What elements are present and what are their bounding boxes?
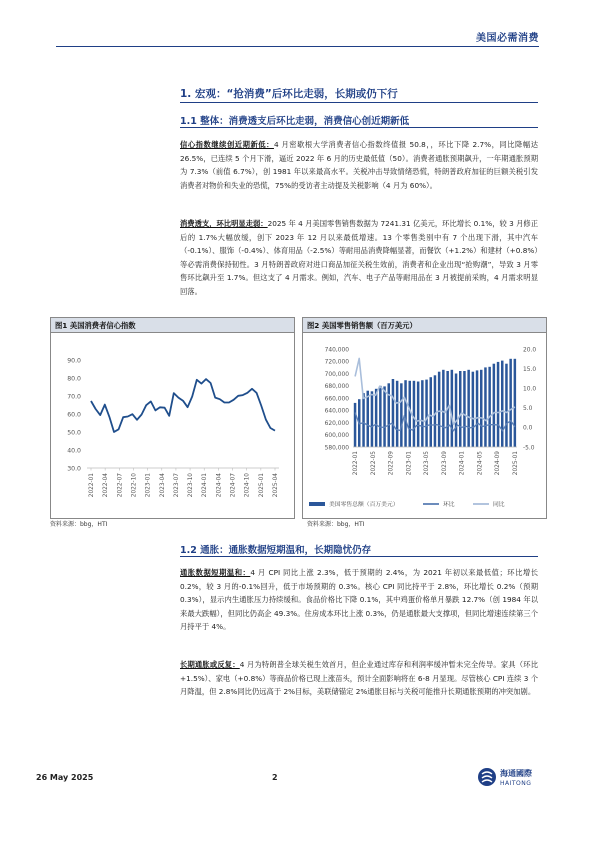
- retail-sales-bar: [514, 359, 517, 447]
- retail-sales-bar: [392, 379, 395, 447]
- y-tick-label: 70.0: [67, 393, 81, 401]
- retail-sales-bar: [484, 367, 487, 447]
- legend-label: 美国零售总额（百万美元）: [329, 502, 399, 508]
- y-tick-label: 80.0: [67, 375, 81, 383]
- paragraph-retail-lead: 消费透支，环比明显走弱：: [180, 219, 268, 228]
- retail-sales-bar: [459, 371, 462, 447]
- x-tick-label: 2025-01: [512, 451, 519, 476]
- retail-sales-bar: [362, 393, 365, 447]
- x-tick-label: 2023-04: [159, 473, 166, 498]
- y-right-tick-label: 5.0: [523, 406, 533, 413]
- retail-sales-bar: [497, 362, 500, 447]
- retail-sales-bar: [430, 377, 433, 447]
- retail-sales-bar: [409, 381, 412, 447]
- retail-sales-bar: [400, 383, 403, 447]
- y-right-tick-label: 10.0: [523, 386, 537, 393]
- paragraph-long-term-lead: 长期通胀或反复：: [180, 660, 240, 669]
- retail-sales-bar: [379, 386, 382, 447]
- logo-en-text: HAITONG: [500, 780, 532, 787]
- x-tick-label: 2022-07: [117, 473, 124, 498]
- x-tick-label: 2022-01: [353, 451, 360, 476]
- x-tick-label: 2024-01: [459, 451, 466, 476]
- y-left-tick-label: 640,000: [324, 408, 349, 415]
- retail-sales-bar: [451, 370, 454, 447]
- x-tick-label: 2024-04: [216, 473, 223, 498]
- y-left-tick-label: 660,000: [324, 396, 349, 403]
- x-tick-label: 2024-09: [495, 451, 502, 476]
- legend-label: 环比: [443, 502, 455, 508]
- x-tick-label: 2024-01: [202, 473, 209, 498]
- x-tick-label: 2025-01: [258, 473, 265, 498]
- paragraph-retail: [180, 217, 538, 299]
- y-left-tick-label: 680,000: [324, 384, 349, 391]
- haitong-logo-mark: [477, 765, 559, 789]
- x-tick-label: 2025-04: [273, 473, 279, 498]
- paragraph-inflation: [180, 566, 538, 634]
- y-left-tick-label: 700,000: [324, 371, 349, 378]
- x-tick-label: 2023-07: [173, 473, 180, 498]
- x-tick-label: 2022-01: [89, 473, 95, 498]
- retail-sales-bar: [396, 381, 399, 447]
- retail-sales-bar: [438, 372, 441, 447]
- paragraph-confidence: [180, 138, 538, 192]
- paragraph-long-term-body: 4 月为特朗普全球关税生效首月，但企业通过库存和利润率缓冲暂未完全传导。家具（环比+1.5%）、家电（+0.8%）等商品价格已现上涨苗头，预计全面影响将在 6-8 月显现。尽管核心 CPI 连续 3 个月降温，但 2.8%同比仍远高于 2%目标，美联储锚定 2%通胀目标与关税可能推升长期通胀预期的冲突加剧。: [180, 660, 538, 697]
- y-tick-label: 60.0: [67, 411, 81, 419]
- retail-sales-chart: [303, 334, 546, 518]
- section-1-1-rule: [180, 127, 538, 128]
- y-tick-label: 30.0: [67, 465, 81, 473]
- paragraph-long-term: [180, 658, 538, 699]
- figure-2-source: 资料来源：bbg，HTI: [307, 521, 365, 528]
- section-1-rule: [180, 102, 538, 103]
- section-1-2-title: 1.2 通胀：通胀数据短期温和，长期隐忧仍存: [180, 545, 372, 556]
- paragraph-confidence-lead: 信心指数继续创近期新低：: [180, 140, 274, 149]
- figure-1-title: 图1 美国消费者信心指数: [51, 318, 294, 333]
- retail-sales-bar: [463, 371, 466, 447]
- retail-sales-bar: [421, 380, 424, 447]
- figure-1-source: 资料来源：bbg，HTI: [50, 521, 108, 528]
- legend-swatch-retail: [309, 502, 325, 506]
- retail-sales-bar: [455, 374, 458, 448]
- retail-sales-bar: [467, 370, 470, 447]
- section-1-2-rule: [180, 556, 538, 557]
- header-title: 美国必需消费: [476, 33, 539, 44]
- y-right-tick-label: -5.0: [523, 445, 535, 452]
- y-right-tick-label: 0.0: [523, 425, 533, 432]
- retail-sales-bar: [371, 391, 374, 447]
- logo-cn-text: 海通國際: [500, 769, 532, 778]
- x-tick-label: 2024-07: [230, 473, 237, 498]
- figure-1: [50, 317, 295, 519]
- section-1-title: 1. 宏观：“抢消费”后环比走弱，长期或仍下行: [180, 88, 398, 100]
- y-left-tick-label: 620,000: [324, 420, 349, 427]
- retail-sales-bar: [493, 364, 496, 447]
- retail-sales-bar: [388, 383, 391, 447]
- paragraph-confidence-body: 4 月密歇根大学消费者信心指数终值报 50.8，，环比下降 2.7%，同比降幅达 26.5%，已连续 5 个月下滑，逼近 2022 年 6 月的历史最低值（50）。消费者通胀预期飙升，一年期通胀预期为 7.3%（前值 6.7%），创 1981 年以来最高水平。关税冲击导致情绪恐慌，特朗普政府加征的巨额关税引发消费者对物价和失业的恐慌，75%的受访者主动提及关税影响（4 月为 60%）。: [180, 140, 539, 190]
- paragraph-inflation-body: 4 月 CPI 同比上涨 2.3%，低于预期的 2.4%，为 2021 年初以来最低值；环比增长 0.2%，较 3 月的-0.1%回升，低于市场预期的 0.3%。核心 CPI 同比持平于 2.8%，环比增长 0.2%（预期 0.3%），显示内生通胀压力持续缓和。食品价格比下降 0.1%，其中鸡蛋价格单月暴跌 12.7%（创 1984 年以来最大跌幅），但同比仍高企 49.3%。住房成本环比上涨 0.3%，仍是通胀最大支撑项，但同比增速连续第三个月持平于 4%。: [180, 568, 539, 632]
- paragraph-retail-body: 2025 年 4 月美国零售销售数据为 7241.31 亿美元，环比增长 0.1%，较 3 月修正后的 1.7%大幅放缓，创下 2023 年 12 月以来最低增速。13 个零售类别中有 7 个出现下滑，其中汽车（-0.1%）、服饰（-0.4%）、体育用品（-2.5%）等耐用品消费降幅显著，而餐饮（+1.2%）和建材（+0.8%）等必需消费保持韧性。3 月特朗普政府对进口商品加征关税生效前，消费者和企业出现“抢购潮”，导致 3 月零售环比飙升至 1.7%。但这支了 4 月需求。例如，汽车、电子产品等耐用品在 3 月被提前采购，4 月需求明显回落。: [180, 219, 539, 296]
- x-tick-label: 2022-10: [131, 473, 138, 498]
- retail-sales-bar: [383, 386, 386, 447]
- figure-2-title: 图2 美国零售销售额（百万美元）: [303, 318, 546, 333]
- retail-sales-bar: [375, 389, 378, 447]
- confidence-line: [91, 379, 275, 432]
- retail-sales-bar: [404, 380, 407, 447]
- retail-sales-bar: [488, 367, 491, 447]
- retail-sales-bar: [354, 403, 357, 447]
- haitong-logo: [477, 765, 559, 789]
- retail-sales-bar: [472, 372, 475, 447]
- legend-label: 同比: [493, 502, 505, 508]
- x-tick-label: 2024-05: [477, 451, 484, 476]
- y-right-tick-label: 15.0: [523, 366, 537, 373]
- x-tick-label: 2023-01: [145, 473, 152, 498]
- retail-sales-bar: [509, 359, 512, 447]
- y-left-tick-label: 740,000: [324, 347, 349, 354]
- retail-sales-bar: [425, 380, 428, 447]
- figure-2: [302, 317, 547, 519]
- consumer-confidence-chart: [51, 334, 294, 518]
- y-tick-label: 50.0: [67, 429, 81, 437]
- retail-sales-bar: [434, 375, 437, 447]
- x-tick-label: 2023-09: [441, 451, 448, 476]
- x-tick-label: 2022-04: [103, 473, 110, 498]
- x-tick-label: 2024-10: [244, 473, 251, 498]
- section-1-1-title: 1.1 整体：消费透支后环比走弱，消费信心创近期新低: [180, 116, 410, 127]
- retail-sales-bar: [367, 391, 370, 447]
- x-tick-label: 2023-10: [188, 473, 195, 498]
- page-number: 2: [272, 773, 278, 782]
- x-tick-label: 2023-05: [424, 451, 431, 476]
- paragraph-inflation-lead: 通胀数据短期温和：: [180, 568, 251, 577]
- footer-date: 26 May 2025: [36, 773, 94, 782]
- retail-sales-bar: [417, 382, 420, 448]
- y-left-tick-label: 580,000: [324, 445, 349, 452]
- retail-sales-bar: [442, 370, 445, 447]
- x-tick-label: 2022-05: [370, 451, 377, 476]
- y-right-tick-label: 20.0: [523, 347, 537, 354]
- y-tick-label: 90.0: [67, 357, 81, 365]
- retail-sales-bar: [413, 381, 416, 447]
- x-tick-label: 2023-01: [406, 451, 413, 476]
- retail-sales-bar: [476, 370, 479, 447]
- x-tick-label: 2022-09: [388, 451, 395, 476]
- y-left-tick-label: 600,000: [324, 433, 349, 440]
- retail-sales-bar: [505, 364, 508, 447]
- y-tick-label: 40.0: [67, 447, 81, 455]
- y-left-tick-label: 720,000: [324, 359, 349, 366]
- header-rule: [56, 46, 539, 47]
- retail-sales-bar: [501, 361, 504, 447]
- retail-sales-bar: [480, 370, 483, 447]
